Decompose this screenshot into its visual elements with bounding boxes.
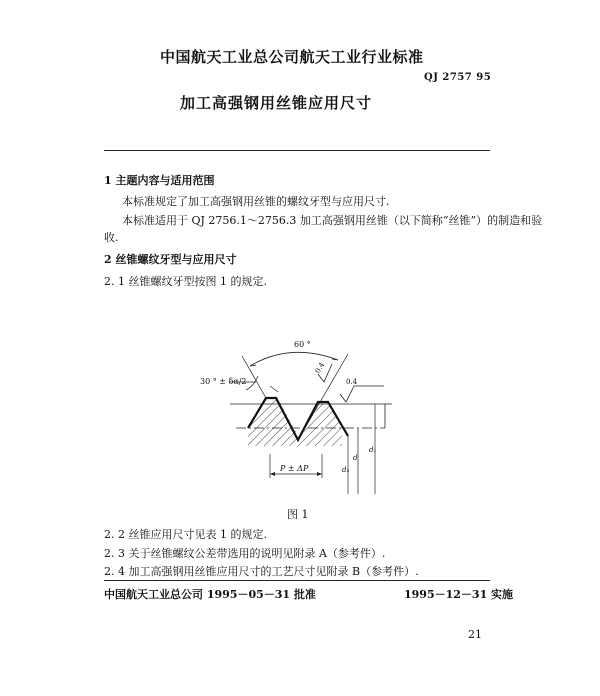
section-1-paragraph-1: 本标准规定了加工高强钢用丝锥的螺纹牙型与应用尺寸. (122, 195, 390, 208)
small-leader (270, 386, 278, 392)
dim-d1-label: d₁ (369, 446, 377, 454)
half-angle-label: 30 ° ± δα/2 (200, 377, 247, 386)
angle-arc-60 (250, 352, 338, 366)
dim-d2-label: d₂ (342, 466, 350, 474)
half-angle-arc (246, 376, 258, 390)
clause-2-4: 2. 4 加工高强钢用丝锥应用尺寸的工艺尺寸见附录 B（参考件）. (104, 565, 419, 578)
thread-profile-figure (170, 336, 400, 496)
section-1-paragraph-2: 本标准适用于 QJ 2756.1～2756.3 加工高强钢用丝锥（以下简称“丝锥”）的制造和验 (122, 214, 543, 227)
roughness-symbol-2 (340, 386, 384, 402)
roughness-value-1: 0.4 (313, 361, 327, 375)
clause-2-2: 2. 2 丝锥应用尺寸见表 1 的规定. (104, 528, 267, 541)
approval-line: 中国航天工业总公司 1995－05－31 批准 (104, 588, 316, 601)
roughness-value-2: 0.4 (346, 378, 358, 386)
page-number: 21 (468, 628, 482, 641)
clause-2-1: 2. 1 丝锥螺纹牙型按图 1 的规定. (104, 275, 267, 288)
section-1-paragraph-2-cont: 收. (104, 231, 119, 244)
clause-2-3: 2. 3 关于丝锥螺纹公差带选用的说明见附录 A（参考件）. (104, 547, 386, 560)
footer-divider (104, 580, 490, 581)
section-1-heading: 1 主题内容与适用范围 (104, 174, 215, 187)
pitch-label: P ± ΔP (280, 464, 309, 473)
issuing-organization: 中国航天工业总公司航天工业行业标准 (160, 48, 424, 66)
document-title: 加工高强钢用丝锥应用尺寸 (180, 94, 373, 112)
figure-caption: 图 1 (287, 508, 309, 521)
dim-d-label: d (353, 454, 358, 462)
header-divider (104, 150, 490, 151)
section-2-heading: 2 丝锥螺纹牙型与应用尺寸 (104, 253, 237, 266)
angle-60-label: 60 ° (294, 340, 311, 349)
standard-number: QJ 2757 95 (424, 72, 492, 83)
effective-date: 1995－12－31 实施 (404, 588, 514, 601)
